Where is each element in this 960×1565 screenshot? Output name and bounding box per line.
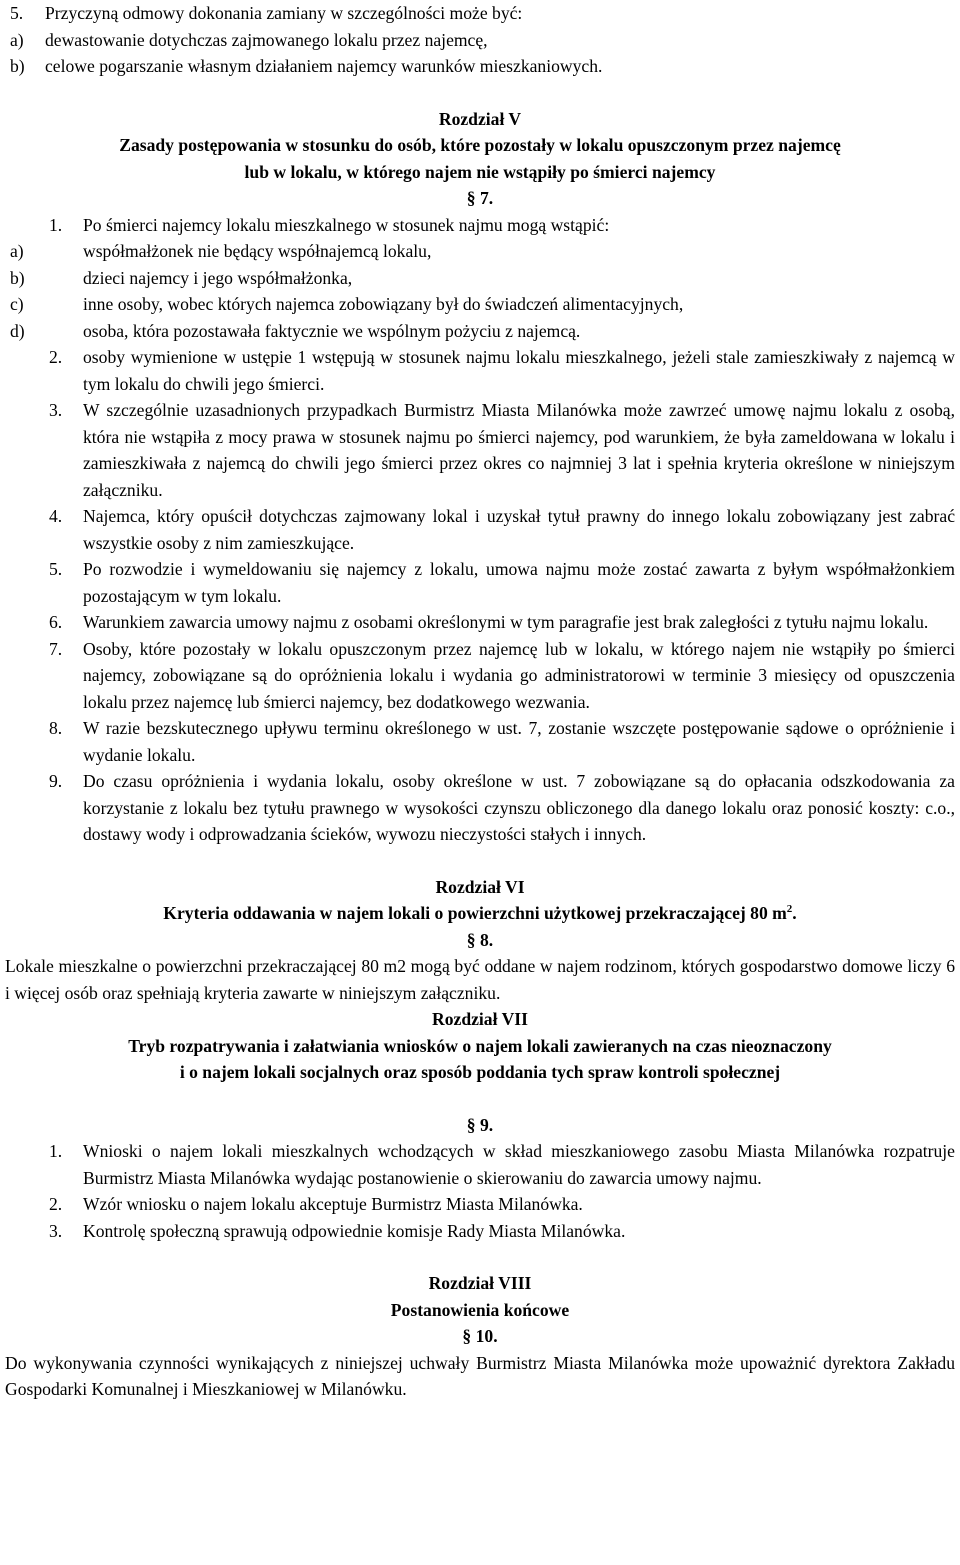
item-number: 5. xyxy=(49,559,63,579)
chapter-title: Rozdział VII xyxy=(432,1009,528,1029)
list-item xyxy=(5,238,955,265)
list-item xyxy=(5,1191,955,1218)
superscript: 2 xyxy=(786,903,793,916)
item-number: 2. xyxy=(49,347,63,367)
chapter-subtitle xyxy=(5,900,955,927)
list-item xyxy=(5,1218,955,1245)
chapter-subtitle-line2: i o najem lokali socjalnych oraz sposób poddania tych spraw kontroli społecznej xyxy=(179,1062,781,1082)
section-heading: § 10. xyxy=(462,1326,498,1346)
chapter-title: Rozdział VIII xyxy=(428,1273,532,1293)
list-item xyxy=(5,715,955,768)
item-text: inne osoby, wobec których najemca zobowiązany był do świadczeń alimentacyjnych, xyxy=(83,294,684,314)
list-item xyxy=(5,291,955,318)
paragraph: Lokale mieszkalne o powierzchni przekraczającej 80 m2 mogą być oddane w najem rodzinom, których gospodarstwo domowe liczy 6 i więcej osób oraz spełniają kryteria zawarte w niniejszym załączniku. xyxy=(5,956,955,1003)
item-text: celowe pogarszanie własnym działaniem najemcy warunków mieszkaniowych. xyxy=(45,56,603,76)
item-text: Przyczyną odmowy dokonania zamiany w szczególności może być: xyxy=(45,3,523,23)
item-number: 5. xyxy=(10,3,24,23)
item-number: a) xyxy=(10,241,24,261)
item-number: 4. xyxy=(49,506,63,526)
item-number: 6. xyxy=(49,612,63,632)
list-item xyxy=(5,0,955,27)
chapter-8 xyxy=(5,1270,955,1403)
section-heading: § 9. xyxy=(466,1114,494,1135)
item-number: c) xyxy=(10,294,24,314)
chapter-subtitle-line1: Tryb rozpatrywania i załatwiania wniosków o najem lokali zawieranych na czas nieoznaczony xyxy=(128,1035,832,1056)
item-text: Najemca, który opuścił dotychczas zajmowany lokal i uzyskał tytuł prawny do innego lokalu zobowiązany jest zabrać wszystkie osoby z nim zamieszkujące. xyxy=(83,506,955,553)
item-text: osoby wymienione w ustępie 1 wstępują w stosunek najmu lokalu mieszkalnego, jeżeli stale zamieszkiwały z najemcą w tym lokalu do chwili jego śmierci. xyxy=(83,347,955,394)
section-heading: § 8. xyxy=(466,929,494,950)
item-number: b) xyxy=(10,267,25,288)
item-text: Wnioski o najem lokali mieszkalnych wchodzących w skład mieszkaniowego zasobu Miasta Milanówka rozpatruje Burmistrz Miasta Milanówka wydając postanowienie o skierowaniu do zawarcia umowy najmu. xyxy=(83,1141,955,1188)
list-item xyxy=(5,556,955,609)
list-item xyxy=(5,53,955,80)
chapter-title: Rozdział V xyxy=(438,108,522,129)
item-number: d) xyxy=(10,320,25,341)
item-text: dzieci najemcy i jego współmałżonka, xyxy=(83,267,353,288)
item-number: b) xyxy=(10,56,25,76)
list-item xyxy=(5,344,955,397)
chapter-title: Rozdział VI xyxy=(435,876,525,897)
item-text: Osoby, które pozostały w lokalu opuszczonym przez najemcę lub w lokalu, w którego najem nie wstąpiły po śmierci najemcy, zobowiązane są do opróżnienia lokalu i wydania go administratorowi w terminie 3 miesięcy od opuszczenia lokalu przez najemcę lub śmierci najemcy, bez dodatkowego wezwania. xyxy=(83,638,955,712)
item-text: Po rozwodzie i wymeldowaniu się najemcy z lokalu, umowa najmu może zostać zawarta z byłym współmałżonkiem pozostającym w tym lokalu. xyxy=(83,559,955,606)
list-item xyxy=(5,27,955,54)
list-item xyxy=(5,212,955,239)
item-text: Kontrolę społeczną sprawują odpowiednie komisje Rady Miasta Milanówka. xyxy=(83,1220,626,1241)
section-heading: § 7. xyxy=(466,188,494,208)
top-list xyxy=(5,0,955,80)
list-item xyxy=(5,397,955,503)
item-text: Do czasu opróżnienia i wydania lokalu, osoby określone w ust. 7 zobowiązane są do opłacania odszkodowania za korzystanie z lokalu bez tytułu prawnego w wysokości czynszu obliczonego dla danego lokalu oraz ponosić koszty: c.o., dostawy wody i odprowadzania ścieków, wywozu nieczystości stałych i innych. xyxy=(83,771,955,844)
spacer xyxy=(5,1244,955,1270)
chapter-6 xyxy=(5,874,955,1007)
spacer xyxy=(5,80,955,106)
list-item xyxy=(5,636,955,716)
list-item xyxy=(5,265,955,292)
chapter-subtitle-end: . xyxy=(792,903,797,923)
item-text: Po śmierci najemcy lokalu mieszkalnego w stosunek najmu mogą wstąpić: xyxy=(83,214,610,235)
item-number: a) xyxy=(10,29,24,50)
item-number: 3. xyxy=(49,400,63,420)
list-item xyxy=(5,1138,955,1191)
paragraph: Do wykonywania czynności wynikających z niniejszej uchwały Burmistrz Miasta Milanówka może upoważnić dyrektora Zakładu Gospodarki Komunalnej i Mieszkaniowej w Milanówku. xyxy=(5,1352,955,1399)
list-item xyxy=(5,768,955,848)
spacer xyxy=(5,848,955,874)
spacer xyxy=(5,1086,955,1112)
chapter-7 xyxy=(5,1006,955,1244)
chapter-subtitle-text: Kryteria oddawania w najem lokali o powierzchni użytkowej przekraczającej 80 m xyxy=(163,903,787,923)
item-number: 3. xyxy=(49,1220,63,1241)
chapter-5 xyxy=(5,106,955,848)
item-number: 1. xyxy=(49,214,63,235)
item-text: Warunkiem zawarcia umowy najmu z osobami określonymi w tym paragrafie jest brak zaległości z tytułu najmu lokalu. xyxy=(83,612,929,632)
item-number: 7. xyxy=(49,638,63,659)
item-text: W razie bezskutecznego upływu terminu określonego w ust. 7, zostanie wszczęte postępowanie sądowe o opróżnienie i wydanie lokalu. xyxy=(83,718,955,765)
item-number: 1. xyxy=(49,1141,63,1161)
chapter-subtitle: Postanowienia końcowe xyxy=(390,1299,570,1320)
chapter-subtitle-line1: Zasady postępowania w stosunku do osób, które pozostały w lokalu opuszczonym przez najemcę xyxy=(119,135,841,155)
item-text: dewastowanie dotychczas zajmowanego lokalu przez najemcę, xyxy=(45,29,488,50)
list-item xyxy=(5,318,955,345)
list-item xyxy=(5,503,955,556)
item-text: Wzór wniosku o najem lokalu akceptuje Burmistrz Miasta Milanówka. xyxy=(83,1194,583,1214)
chapter-subtitle-line2: lub w lokalu, w którego najem nie wstąpiły po śmierci najemcy xyxy=(244,161,716,182)
item-number: 9. xyxy=(49,771,63,791)
item-text: osoba, która pozostawała faktycznie we wspólnym pożyciu z najemcą. xyxy=(83,320,581,341)
item-number: 2. xyxy=(49,1194,63,1214)
item-number: 8. xyxy=(49,718,63,738)
item-text: W szczególnie uzasadnionych przypadkach Burmistrz Miasta Milanówka może zawrzeć umowę najmu lokalu z osobą, która nie wstąpiła z mocy prawa w stosunek najmu po śmierci najemcy, pod warunkiem, że była zameldowana w lokalu i zamieszkiwała z najemcą do chwili jego śmierci przez okres co najmniej 3 lat i spełnia kryteria określone w niniejszym załączniku. xyxy=(83,400,955,500)
item-text: współmałżonek nie będący współnajemcą lokalu, xyxy=(83,241,432,261)
list-item xyxy=(5,609,955,636)
